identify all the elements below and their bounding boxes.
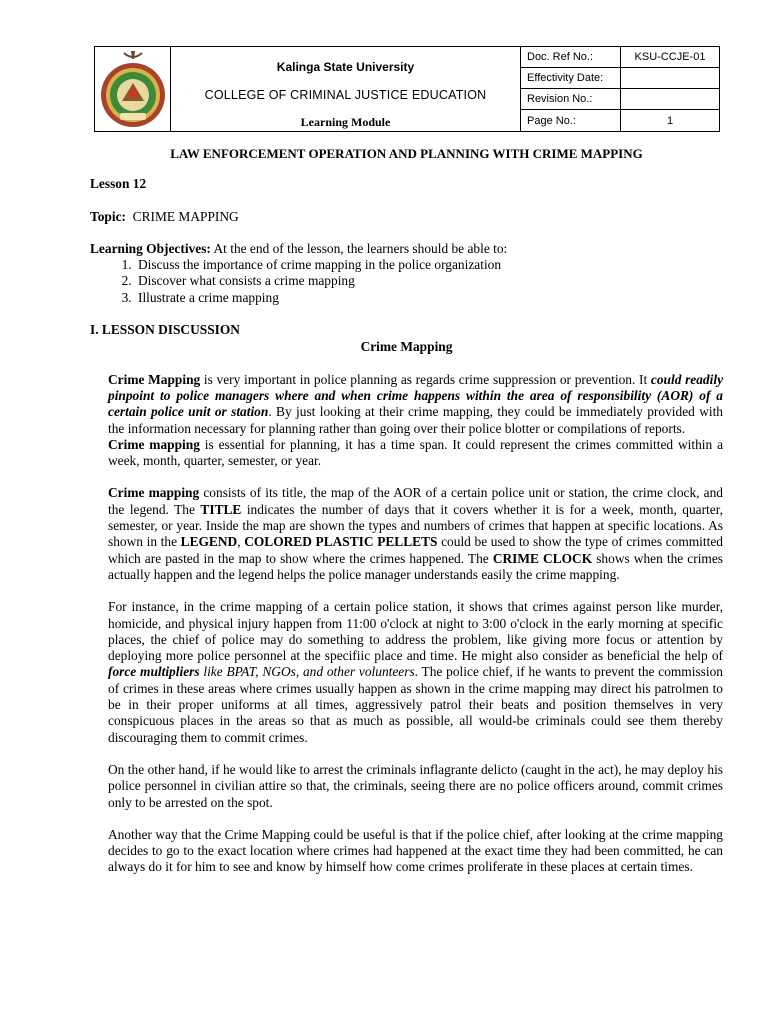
section-subtitle: Crime Mapping [360, 339, 453, 355]
text-run: consists of its title, the map of the AOR of a certain police unit or station, the crime clock, and the legend. The [108, 485, 723, 517]
paragraph [108, 437, 723, 470]
document-reference-grid [521, 47, 719, 131]
list-item: 1. Discuss the importance of crime mapping in the police organization [135, 257, 723, 273]
topic-line [90, 209, 723, 225]
bold-term: Crime mapping [108, 485, 200, 501]
text-run: is essential for planning, it has a time span. It could represent the crimes committed within a week, month, quarter, semester, or year. [108, 436, 724, 469]
bold-term: Crime mapping [108, 436, 200, 452]
text-run: Another way that the Crime Mapping could be useful is that if the police chief, after looking at the crime mapping decides to go to the exact location where crimes had happened at the exact time they had been committed, he can always do it for him to see and know by himself how come crimes proliferate in these places at certain times. [108, 826, 723, 875]
college-name: COLLEGE OF CRIMINAL JUSTICE EDUCATION [204, 88, 487, 102]
list-item: 3. Illustrate a crime mapping [135, 290, 723, 306]
doc-ref-label: Doc. Ref No.: [521, 47, 621, 68]
document-body [90, 146, 723, 876]
list-item: 2. Discover what consists a crime mapping [135, 273, 723, 289]
university-name: Kalinga State University [276, 60, 415, 74]
effectivity-label: Effectivity Date: [521, 68, 621, 89]
objectives-line [90, 241, 723, 257]
header-title-cell [171, 47, 521, 131]
text-run: , [237, 534, 245, 550]
bold-term: CRIME CLOCK [492, 550, 593, 566]
topic-value: CRIME MAPPING [132, 208, 239, 224]
bold-italic-run: could readily pinpoint to police managers where and when crime happens within the area of responsibility (AOR) of a certain police unit or station [108, 371, 724, 420]
bold-term: TITLE [200, 501, 242, 517]
objectives-intro: At the end of the lesson, the learners should be able to: [213, 240, 508, 256]
paragraph [108, 827, 723, 876]
bold-term: LEGEND [180, 534, 238, 550]
paragraph [108, 762, 723, 811]
text-run: . The police chief, if he wants to prevent the commission of crimes in these areas where crimes usually happen as shown in the crime mapping may direct his patrolmen to be in their proper uniforms at all times, aggressively patrol their beats and position themselves in very conspicuous places in the areas so that as much as possible, all would-be criminals could see them thereby discouraging them to commit crimes. [108, 664, 723, 745]
paragraph [108, 485, 723, 583]
text-run: For instance, in the crime mapping of a certain police station, it shows that crimes against person like murder, homicide, and physical injury happen from 11:00 o'clock at night to 3:00 o'clock in the early morning at specific places, the chief of police may do something to address the problem, like giving more focus or attention by deploying more police personnel at the specifiic place and time. He might also consider as beneficial the help of [108, 599, 723, 664]
document-title: LAW ENFORCEMENT OPERATION AND PLANNING WITH CRIME MAPPING [170, 146, 643, 161]
text-run: is very important in police planning as regards crime suppression or prevention. It [200, 371, 651, 387]
section-heading: I. LESSON DISCUSSION [90, 322, 240, 338]
page-label: Page No.: [521, 110, 621, 131]
effectivity-value [621, 68, 719, 89]
paragraph [108, 372, 723, 437]
text-run: . By just looking at their crime mapping, they could be immediately provided with the information necessary for planning rather than going over their police blotter or compilations of reports. [108, 404, 724, 436]
revision-label: Revision No.: [521, 89, 621, 110]
page-value: 1 [666, 114, 674, 127]
bold-term: Crime Mapping [108, 371, 201, 387]
document-header-table [94, 46, 720, 132]
lesson-number: Lesson 12 [90, 176, 147, 192]
italic-run: like BPAT, NGOs, and other volunteers [199, 664, 415, 680]
text-run: could be used to show the type of crimes committed which are pasted in the map to show where the crimes happened. The [108, 534, 723, 566]
objectives-list [90, 257, 723, 306]
doc-ref-value: KSU-CCJE-01 [621, 47, 719, 68]
revision-value [621, 89, 719, 110]
paragraph [108, 599, 723, 746]
module-label: Learning Module [300, 115, 391, 129]
bold-italic-run: force multipliers [108, 664, 200, 680]
university-seal-icon [98, 49, 168, 129]
topic-label: Topic: [90, 208, 126, 224]
text-run: On the other hand, if he would like to arrest the criminals inflagrante delicto (caught in the act), he may deploy his police personnel in civilian attire so that, the criminals, seeing there are no police officers around, commit crimes only to be arrested on the spot. [108, 761, 723, 810]
objectives-label: Learning Objectives: [90, 240, 211, 256]
text-run: shows when the crimes actually happen and the legend helps the police manager understands easily the crime mapping. [108, 550, 723, 582]
bold-term: COLORED PLASTIC PELLETS [244, 534, 438, 550]
text-run: indicates the number of days that it covers whether it is for a week, month, quarter, semester, or year. Inside the map are shown the types and numbers of crimes that happen at specific locations. As shown in the [108, 501, 723, 550]
logo-cell [95, 47, 171, 131]
